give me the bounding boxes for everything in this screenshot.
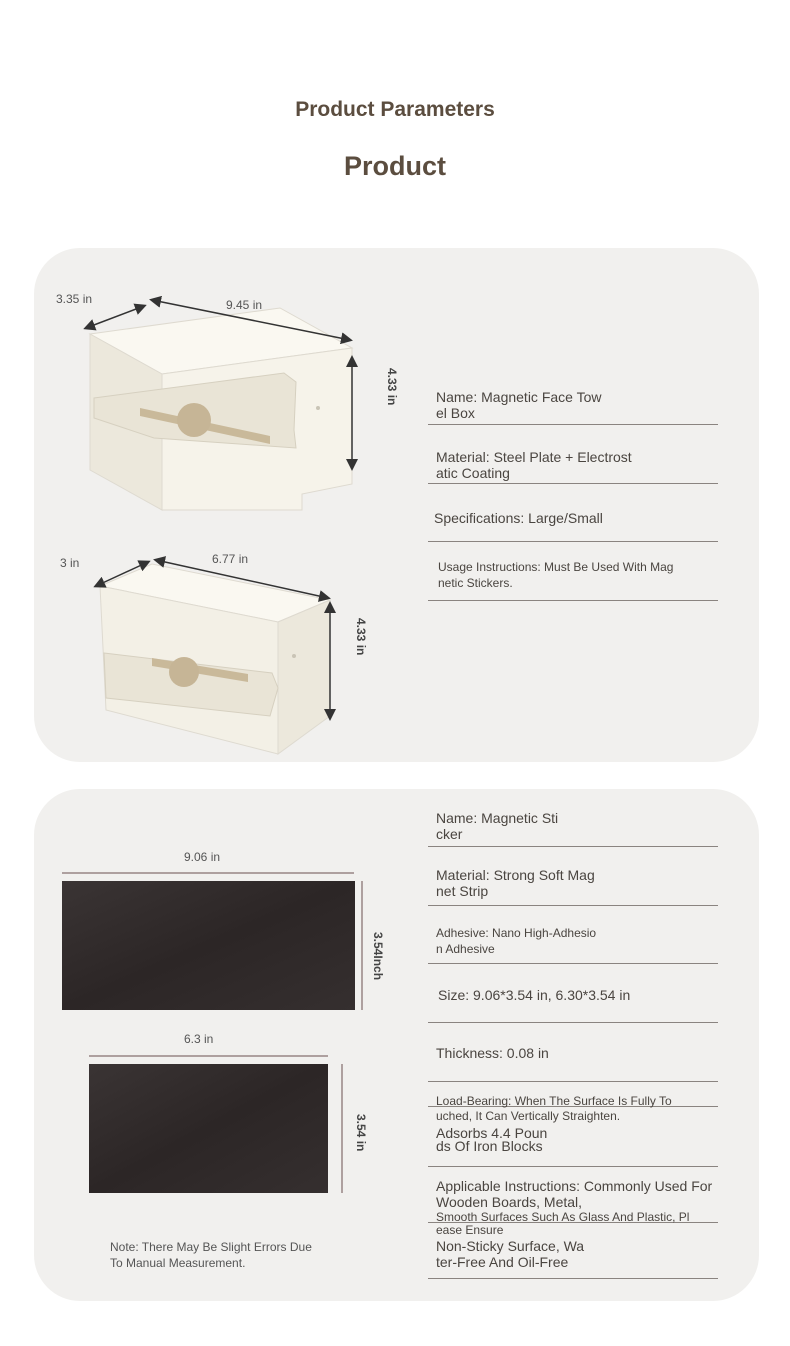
sticker-spec-load-bearing: Load-Bearing: When The Surface Is Fully To uched, It Can Vertically Straighten. — [428, 1094, 718, 1107]
small-sticker-image — [89, 1056, 342, 1193]
large-sticker-height-label: 3.54Inch — [371, 932, 385, 981]
small-sticker-height-label: 3.54 in — [354, 1114, 368, 1152]
sticker-spec-material: Material: Strong Soft Mag net Strip — [428, 867, 718, 906]
sticker-spec-adhesive: Adhesive: Nano High-Adhesio n Adhesive — [428, 925, 718, 964]
large-towel-box-image — [90, 308, 352, 510]
sticker-spec-smooth-surfaces: Smooth Surfaces Such As Glass And Plastic, Pl ease Ensure — [436, 1210, 690, 1237]
sticker-spec-thickness: Thickness: 0.08 in — [428, 1045, 718, 1082]
small-sticker-width-label: 6.3 in — [184, 1032, 214, 1046]
large-sticker-width-label: 9.06 in — [184, 850, 221, 864]
sticker-spec-adsorbs: Adsorbs 4.4 Poun ds Of Iron Blocks — [428, 1127, 718, 1167]
towel-box-illustration — [34, 248, 759, 762]
box-spec-specifications: Specifications: Large/Small — [428, 510, 718, 542]
page-subtitle: Product — [343, 151, 446, 181]
sticker-spec-applicable: Applicable Instructions: Commonly Used For Wooden Boards, Metal, — [428, 1178, 718, 1223]
towel-box-card — [34, 248, 759, 762]
page-title: Product Parameters — [295, 98, 495, 121]
large-sticker-image — [62, 873, 362, 1010]
sticker-spec-non-sticky: Non-Sticky Surface, Wa ter-Free And Oil-Free — [428, 1238, 718, 1279]
box-spec-usage: Usage Instructions: Must Be Used With Mag netic Stickers. — [428, 559, 718, 601]
small-box-height-label: 4.33 in — [354, 618, 368, 656]
measurement-note: Note: There May Be Slight Errors Due To Manual Measurement. — [110, 1240, 312, 1270]
sticker-spec-size: Size: 9.06*3.54 in, 6.30*3.54 in — [428, 987, 718, 1023]
box-spec-material: Material: Steel Plate + Electrost atic Coating — [428, 449, 718, 484]
box-spec-name: Name: Magnetic Face Tow el Box — [428, 389, 718, 425]
small-box-width-label: 6.77 in — [212, 552, 249, 566]
sticker-spec-name: Name: Magnetic Sti cker — [428, 810, 718, 847]
small-box-depth-label: 3 in — [60, 556, 80, 570]
large-box-width-label: 9.45 in — [226, 298, 263, 312]
large-box-height-label: 4.33 in — [385, 368, 399, 406]
large-box-depth-label: 3.35 in — [56, 292, 93, 306]
small-towel-box-image — [100, 564, 330, 754]
